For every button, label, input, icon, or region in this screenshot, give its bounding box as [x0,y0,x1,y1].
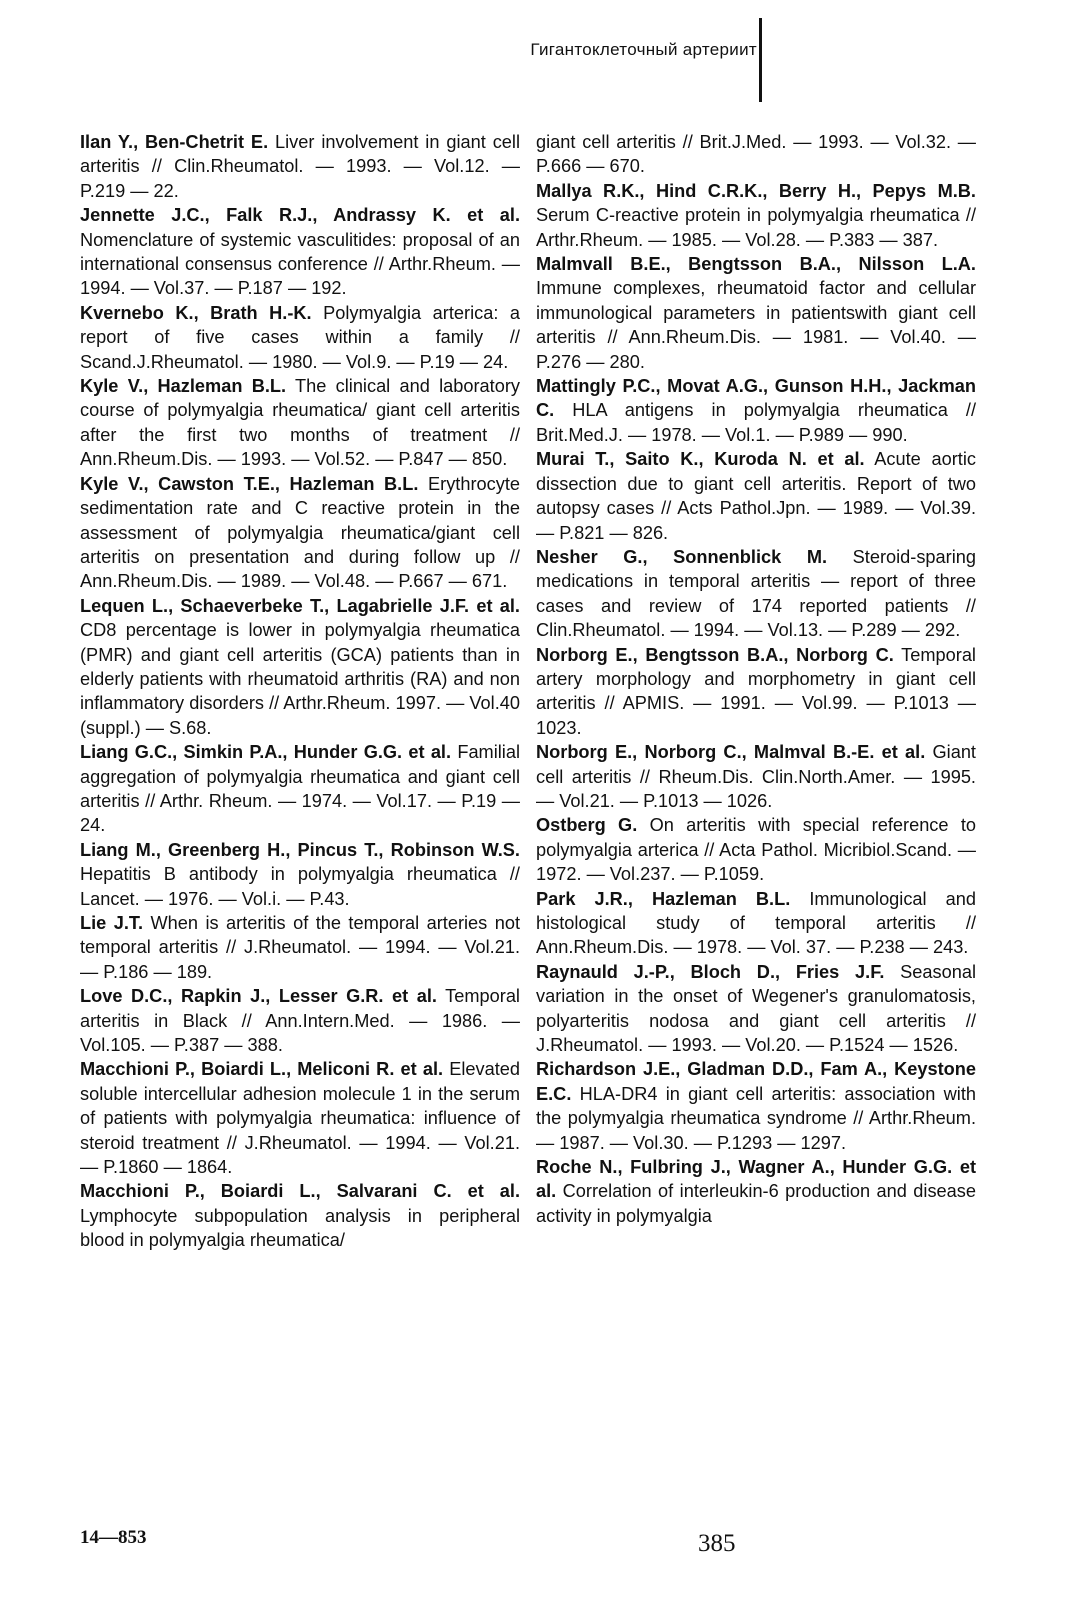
reference-text: Lymphocyte subpopulation analysis in peripheral blood in polymyalgia rheumatica/ [80,1205,520,1251]
reference-entry [80,203,520,301]
reference-text: Erythrocyte sedimentation rate and C reactive protein in the assessment of polymyalgia rheumatica/giant cell arteritis on presentation and during follow up // Ann.Rheum.Dis. — 1989. — Vol.48. — P.667 — 671. [80,473,520,592]
reference-entry [80,374,520,472]
reference-text: When is arteritis of the temporal arteries not temporal arteritis // J.Rheumatol. — 1994. — Vol.21. — P.186 — 189. [80,913,520,982]
reference-entry [80,984,520,1057]
reference-text: Polymyalgia arterica: a report of five cases within a family // Scand.J.Rheumatol. — 1980. — Vol.9. — P.19 — 24. [80,302,520,372]
reference-entry [536,179,976,252]
reference-authors: Liang G.C., Simkin P.A., Hunder G.G. et al. [80,742,452,763]
reference-column-left [80,130,520,1253]
reference-authors: Liang M., Greenberg H., Pincus T., Robinson W.S. [80,839,520,860]
reference-entry [536,447,976,545]
reference-entry [536,740,976,813]
reference-authors: Macchioni P., Boiardi L., Meliconi R. et al. [80,1059,444,1080]
reference-text: Liver involvement in giant cell arteritis // Clin.Rheumatol. — 1993. — Vol.12. — P.219 — 22. [80,132,520,201]
reference-text: Correlation of interleukin-6 production and disease activity in polymyalgia [536,1181,976,1226]
reference-authors: Norborg E., Norborg C., Malmval B.-E. et al. [536,742,926,763]
reference-text: Serum C-reactive protein in polymyalgia rheumatica // Arthr.Rheum. — 1985. — Vol.28. — P.383 — 387. [536,205,976,250]
reference-entry [80,911,520,984]
reference-authors: Richardson J.E., Gladman D.D., Fam A., Keystone E.C. [536,1059,976,1104]
reference-authors: Mallya R.K., Hind C.R.K., Berry H., Pepys M.B. [536,180,976,201]
reference-text: HLA antigens in polymyalgia rheumatica // Brit.Med.J. — 1978. — Vol.1. — P.989 — 990. [536,400,977,445]
reference-entry [80,301,520,374]
reference-entry [80,472,520,594]
reference-authors: Kyle V., Hazleman B.L. [80,376,287,397]
reference-entry [80,130,520,203]
reference-entry [536,252,976,374]
reference-text: Nomenclature of systemic vasculitides: proposal of an international consensus conference // Arthr.Rheum. — 1994. — Vol.37. — P.187 — 192. [80,229,520,299]
reference-text: On arteritis with special reference to polymyalgia arterica // Acta Pathol. Micribiol.Scand. — 1972. — Vol.237. — P.1059. [536,815,976,885]
reference-text: CD8 percentage is lower in polymyalgia rheumatica (PMR) and giant cell arteritis (GCA) patients than in elderly patients with rheumatoid arthritis (RA) and non inflammatory disorders // Arthr.Rheum. 1997. — Vol.40 (suppl.) — S.68. [80,620,520,738]
reference-authors: Park J.R., Hazleman B.L. [536,888,791,909]
reference-entry [536,1057,976,1155]
reference-authors: Roche N., Fulbring J., Wagner A., Hunder G.G. et al. [536,1157,976,1202]
reference-authors: Kvernebo K., Brath H.-K. [80,302,312,323]
reference-authors: Murai T., Saito K., Kuroda N. et al. [536,449,865,470]
reference-entry [536,130,976,179]
printer-signature: 14—853 [80,1527,147,1548]
reference-authors: Jennette J.C., Falk R.J., Andrassy K. et al. [80,205,520,226]
reference-entry [536,545,976,643]
reference-entry [536,1155,976,1228]
reference-authors: Ostberg G. [536,815,638,836]
reference-authors: Raynauld J.-P., Bloch D., Fries J.F. [536,961,885,982]
reference-text: Elevated soluble intercellular adhesion molecule 1 in the serum of patients with polymyalgia rheumatica: influence of steroid treatment // J.Rheumatol. — 1994. — Vol.21. — P.1860 — 1864. [80,1059,520,1178]
reference-entry [536,643,976,741]
reference-authors: Macchioni P., Boiardi L., Salvarani C. et al. [80,1181,520,1202]
reference-authors: Ilan Y., Ben-Chetrit E. [80,132,269,152]
reference-text: Steroid-sparing medications in temporal arteritis — report of three cases and review of 174 reported patients // Clin.Rheumatol. — 1994. — Vol.13. — P.289 — 292. [536,546,976,641]
page-number: 385 [698,1530,736,1557]
reference-authors: Lie J.T. [80,913,144,933]
header-vertical-rule [759,18,762,102]
reference-authors: Mattingly P.C., Movat A.G., Gunson H.H., Jackman C. [536,376,976,421]
reference-entry [536,960,976,1058]
reference-authors: Lequen L., Schaeverbeke T., Lagabrielle J.F. et al. [80,595,520,616]
reference-text: giant cell arteritis // Brit.J.Med. — 1993. — Vol.32. — P.666 — 670. [536,132,976,177]
reference-entry [80,838,520,911]
reference-text: Hepatitis B antibody in polymyalgia rheumatica // Lancet. — 1976. — Vol.i. — P.43. [80,864,520,909]
reference-authors: Malmvall B.E., Bengtsson B.A., Nilsson L.A. [536,254,976,275]
reference-text: The clinical and laboratory course of polymyalgia rheumatica/ giant cell arteritis after the first two months of treatment // Ann.Rheum.Dis. — 1993. — Vol.52. — P.847 — 850. [80,376,520,470]
running-header: Гигантоклеточный артериит [530,40,757,59]
reference-entry [536,887,976,960]
reference-text: Immune complexes, rheumatoid factor and cellular immunological parameters in patientswith giant cell arteritis // Ann.Rheum.Dis. — 1981. — Vol.40. — P.276 — 280. [536,278,976,372]
reference-text: Acute aortic dissection due to giant cell arteritis. Report of two autopsy cases // Acts Pathol.Jpn. — 1989. — Vol.39. — P.821 — 826. [536,449,976,543]
reference-authors: Norborg E., Bengtsson B.A., Norborg C. [536,644,894,665]
reference-entry [80,740,520,838]
reference-text: Giant cell arteritis // Rheum.Dis. Clin.North.Amer. — 1995. — Vol.21. — P.1013 — 1026. [536,742,976,811]
reference-entry [80,1179,520,1252]
reference-text: HLA-DR4 in giant cell arteritis: association with the polymyalgia rheumatica syndrome // Arthr.Rheum. — 1987. — Vol.30. — P.1293 — 1297. [536,1083,976,1153]
reference-column-right [536,130,976,1228]
reference-entry [536,813,976,886]
reference-text: Temporal arteritis in Black // Ann.Intern.Med. — 1986. — Vol.105. — P.387 — 388. [80,986,520,1056]
reference-text: Familial aggregation of polymyalgia rheumatica and giant cell arteritis // Arthr. Rheum. — 1974. — Vol.17. — P.19 — 24. [80,742,520,836]
reference-authors: Nesher G., Sonnenblick M. [536,546,828,567]
reference-authors: Kyle V., Cawston T.E., Hazleman B.L. [80,473,419,494]
reference-text: Immunological and histological study of temporal arteritis // Ann.Rheum.Dis. — 1978. — Vol. 37. — P.238 — 243. [536,888,976,958]
reference-text: Seasonal variation in the onset of Wegener's granulomatosis, polyarteritis nodosa and giant cell arteritis // J.Rheumatol. — 1993. — Vol.20. — P.1524 — 1526. [536,961,976,1056]
reference-entry [80,1057,520,1179]
reference-entry [536,374,976,447]
reference-authors: Love D.C., Rapkin J., Lesser G.R. et al. [80,986,437,1007]
reference-text: Temporal artery morphology and morphometry in giant cell arteritis // APMIS. — 1991. — Vol.99. — P.1013 — 1023. [536,644,976,738]
reference-entry [80,594,520,740]
